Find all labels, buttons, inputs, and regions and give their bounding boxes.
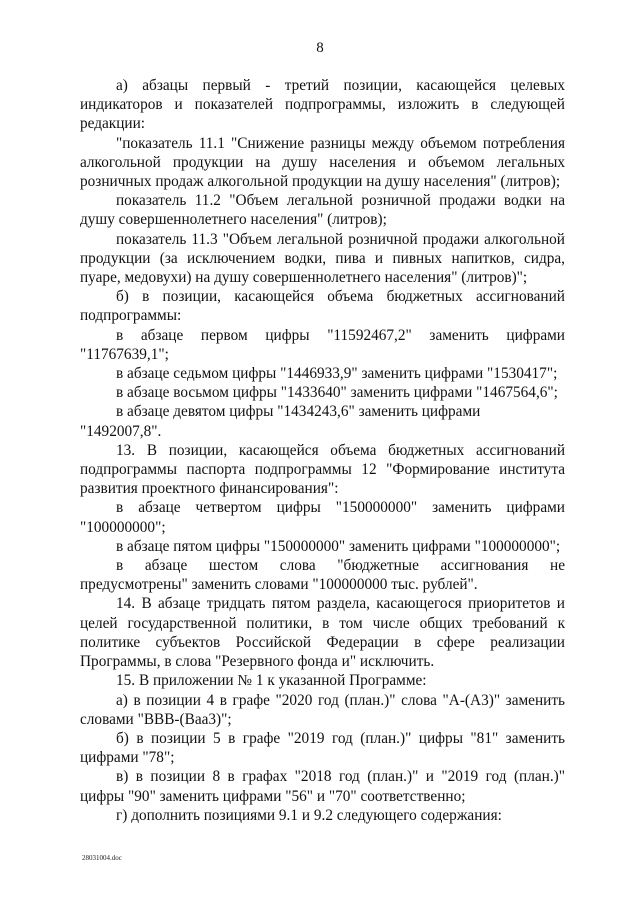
- paragraph-item-15: 15. В приложении № 1 к указанной Программе:: [116, 672, 427, 690]
- paragraph-fifth-abzats: в абзаце пятом цифры "150000000" заменить цифрами "100000000";: [116, 537, 561, 555]
- paragraph-ninth-abzats: в абзаце девятом цифры "1434243,6" заменить цифрами "1492007,8".: [80, 403, 481, 440]
- paragraph-seventh-abzats: в абзаце седьмом цифры "1446933,9" заменить цифрами "1530417";: [116, 365, 558, 383]
- paragraph-item-13: 13. В позиции, касающейся объема бюджетных ассигнований подпрограммы паспорта подпрограммы 12 "Формирование института развития проектного финансирования":: [80, 441, 565, 498]
- paragraph-eighth-abzats: в абзаце восьмом цифры "1433640" заменить цифрами "1467564,6";: [116, 384, 558, 402]
- paragraph-indicator-11-3: показатель 11.3 "Объем легальной розничной продажи алкогольной продукции (за исключением водки, пива и пивных напитков, сидра, пуаре, медовухи) на душу совершеннолетнего населения" (литров)";: [80, 230, 565, 287]
- paragraph-fourth-abzats: в абзаце четвертом цифры "150000000" заменить цифрами "100000000";: [80, 499, 565, 536]
- paragraph-a-indicators: а) абзацы первый - третий позиции, касающейся целевых индикаторов и показателей подпрограммы, изложить в следующей редакции:: [80, 77, 565, 133]
- paragraph-first-abzats: в абзаце первом цифры "11592467,2" заменить цифрами "11767639,1";: [80, 326, 565, 363]
- document-body: [80, 76, 565, 825]
- paragraph-b-budget: б) в позиции, касающейся объема бюджетных ассигнований подпрограммы:: [80, 288, 565, 325]
- paragraph-15-v: в) в позиции 8 в графах "2018 год (план.)" и "2019 год (план.)" цифры "90" заменить цифрами "56" и "70" соответственно;: [80, 768, 565, 805]
- paragraph-item-14: 14. В абзаце тридцать пятом раздела, касающегося приоритетов и целей государственной политики, в том числе общих требований к политике субъектов Российской Федерации в сфере реализации Программы, в слова "Резервного фонда и" исключить.: [80, 595, 565, 671]
- paragraph-15-b: б) в позиции 5 в графе "2019 год (план.)" цифры "81" заменить цифрами "78";: [80, 729, 565, 767]
- paragraph-indicator-11-1: "показатель 11.1 "Снижение разницы между объемом потребления алкогольной продукции на душу населения и объемом легальных розничных продаж алкогольной продукции на душу населения" (литров);: [80, 134, 565, 191]
- paragraph-indicator-11-2: показатель 11.2 "Объем легальной розничной продажи водки на душу совершеннолетнего населения" (литров);: [80, 192, 565, 229]
- file-id-footer: 28031004.doc: [82, 854, 122, 862]
- paragraph-15-a: а) в позиции 4 в графе "2020 год (план.)" слова "А-(А3)" заменить словами "ВВВ-(Ваа3)";: [80, 691, 565, 728]
- paragraph-sixth-abzats: в абзаце шестом слова "бюджетные ассигнования не предусмотрены" заменить словами "100000000 тыс. рублей".: [80, 557, 565, 594]
- page-number: 8: [316, 40, 324, 56]
- paragraph-15-g: г) дополнить позициями 9.1 и 9.2 следующего содержания:: [116, 806, 502, 824]
